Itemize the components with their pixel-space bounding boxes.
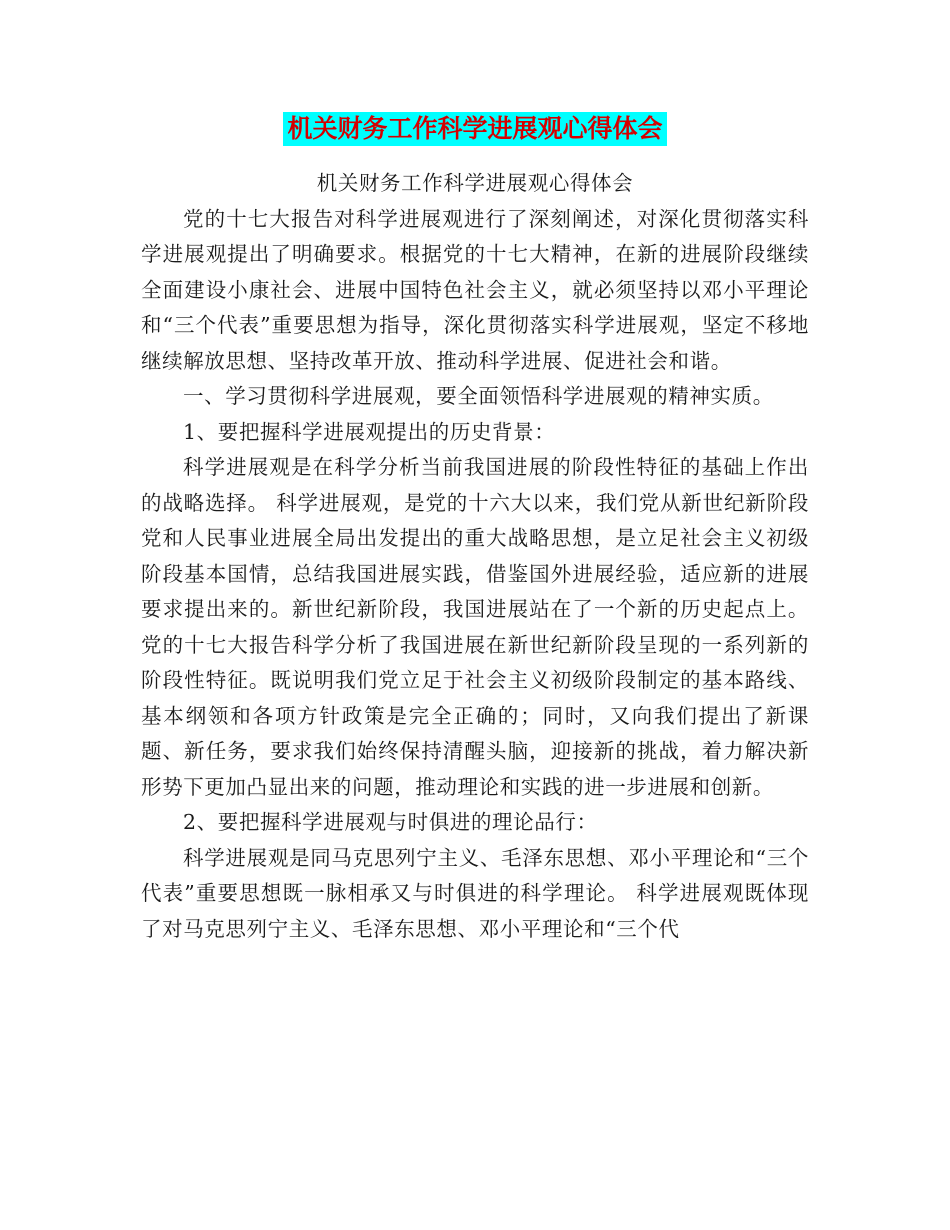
- document-subtitle: 机关财务工作科学进展观心得体会: [316, 171, 634, 195]
- paragraph: 党的十七大报告对科学进展观进行了深刻阐述，对深化贯彻落实科学进展观提出了明确要求。根据党的十七大精神，在新的进展阶段继续全面建设小康社会、进展中国特色社会主义，就必须坚持以邓小平理论和“三个代表”重要思想为指导，深化贯彻落实科学进展观，坚定不移地继续解放思想、坚持改革开放、推动科学进展、促进社会和谐。: [141, 206, 809, 373]
- title-container: [0, 112, 950, 146]
- subsection-heading: 2、要把握科学进展观与时俱进的理论品行：: [183, 810, 598, 834]
- document-body: [141, 166, 809, 947]
- paragraph: 科学进展观是在科学分析当前我国进展的阶段性特征的基础上作出的战略选择。 科学进展观，是党的十六大以来，我们党从新世纪新阶段党和人民事业进展全局出发提出的重大战略思想，是立足社会主义初级阶段基本国情，总结我国进展实践，借鉴国外进展经验，适应新的进展要求提出来的。新世纪新阶段，我国进展站在了一个新的历史起点上。党的十七大报告科学分析了我国进展在新世纪新阶段呈现的一系列新的阶段性特征。既说明我们党立足于社会主义初级阶段制定的基本路线、基本纲领和各项方针政策是完全正确的；同时，又向我们提出了新课题、新任务，要求我们始终保持清醒头脑，迎接新的挑战，着力解决新形势下更加凸显出来的问题，推动理论和实践的进一步进展和创新。: [141, 455, 809, 799]
- document-title: 机关财务工作科学进展观心得体会: [283, 112, 666, 146]
- subsection-heading: 1、要把握科学进展观提出的历史背景：: [183, 419, 556, 444]
- paragraph: 科学进展观是同马克思列宁主义、毛泽东思想、邓小平理论和“三个代表”重要思想既一脉相承又与时俱进的科学理论。 科学进展观既体现了对马克思列宁主义、毛泽东思想、邓小平理论和“三个代: [141, 845, 809, 941]
- section-heading: 一、学习贯彻科学进展观，要全面领悟科学进展观的精神实质。: [183, 384, 774, 408]
